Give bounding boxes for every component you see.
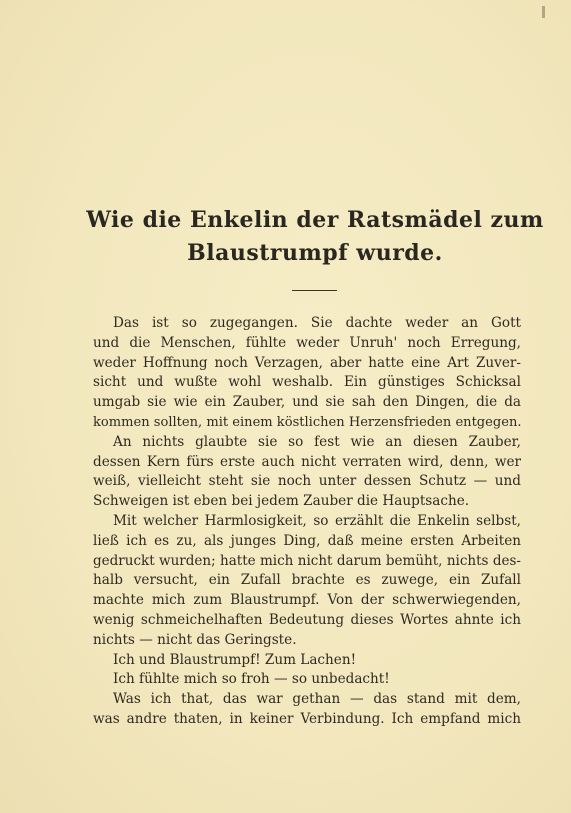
text-line: Mit welcher Harmlosigkeit, so erzählt die Enkelin selbst, (113, 512, 521, 529)
page-edge-mark (542, 6, 545, 18)
text-line: dessen Kern fürs erste auch nicht verraten wird, denn, wer (93, 453, 521, 470)
title-divider (292, 290, 337, 291)
body-text (93, 314, 521, 730)
text-line: und die Menschen, fühlte weder Unruh' noch Erregung, (93, 334, 521, 351)
text-line: gedruckt wurden; hatte mich nicht darum bemüht, nichts des- (93, 552, 521, 569)
text-line: machte mich zum Blaustrumpf. Von der schwerwiegenden, (93, 592, 521, 609)
text-line: Was ich that, das war gethan — das stand mit dem, (113, 691, 521, 708)
text-line: nichts — nicht das Geringste. (93, 631, 297, 648)
text-line: Ich und Blaustrumpf! Zum Lachen! (113, 651, 357, 668)
chapter-title-line-1: Wie die Enkelin der Ratsmädel zum (86, 207, 544, 233)
text-line: Das ist so zugegangen. Sie dachte weder an Gott (113, 315, 521, 331)
text-line: sicht und wußte wohl weshalb. Ein günstiges Schicksal (93, 374, 521, 391)
text-line: halb versucht, ein Zufall brachte es zuwege, ein Zufall (93, 572, 521, 589)
text-line: Ich fühlte mich so froh — so unbedacht! (113, 671, 390, 688)
text-line: ließ ich es zu, als junges Ding, daß meine ersten Arbeiten (93, 532, 521, 549)
text-line: Schweigen ist eben bei jedem Zauber die Hauptsache. (93, 493, 470, 510)
text-line: kommen sollten, mit einem köstlichen Herzensfrieden entgegen. (93, 414, 522, 430)
text-line: weiß, vielleicht steht sie noch unter dessen Schutz — und (93, 473, 521, 490)
text-line: was andre thaten, in keiner Verbindung. Ich empfand mich (93, 710, 521, 727)
chapter-title-line-2: Blaustrumpf wurde. (187, 240, 443, 266)
text-line: weder Hoffnung noch Verzagen, aber hatte eine Art Zuver- (93, 354, 521, 371)
text-line: umgab sie wie ein Zauber, und sie sah den Dingen, die da (93, 394, 521, 411)
text-line: wenig schmeichelhaften Bedeutung dieses Wortes ahnte ich (93, 611, 521, 628)
text-line: An nichts glaubte sie so fest wie an diesen Zauber, (113, 433, 521, 450)
